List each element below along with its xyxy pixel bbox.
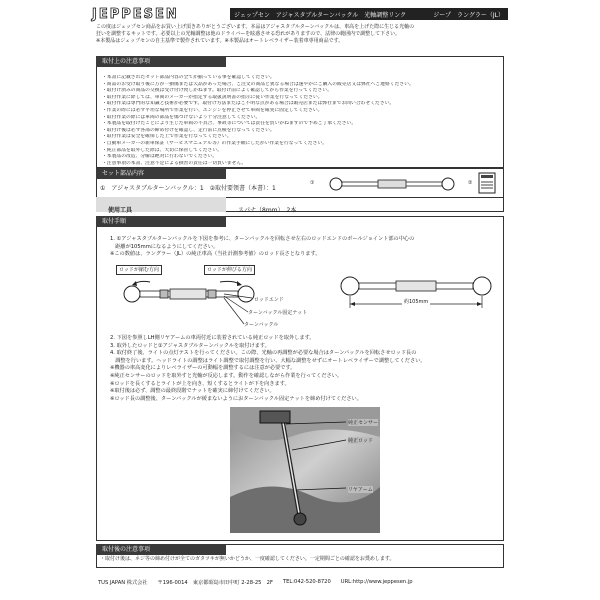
label-shrink-direction: ロッドが縮む方向 — [116, 265, 162, 275]
turnbuckle-dimension-diagram — [336, 272, 496, 322]
header-bar — [230, 8, 508, 20]
step-line: ※機器の車高変化によりレベライザーの可動幅を調整するには注意が必要です。 — [110, 365, 296, 372]
intro-line: 狂いを調整するキットです。必要以上の光軸調整は他のドライバーを眩惑させる恐れがありますので、法律の範囲内で調整して下さい。 — [96, 31, 401, 37]
brand-logo: JEPPESEN — [92, 6, 179, 22]
company-address: 〒196-0014 東京都昭島市田中町 2-28-25 2F — [157, 580, 273, 586]
after-title: 取付後の注意事項 — [96, 544, 226, 555]
label-rear-arm: リヤアーム — [348, 487, 373, 493]
step-line: ※取付後は必ず、調整の最終段階でナットを確実に締付けてください。 — [110, 388, 275, 395]
step-line: 調整を行います。ヘッドライトの調整はライト調整で取付調整を行い、大幅な調整をせずにオートレベライザーで調整してください。 — [110, 357, 426, 364]
tools-value: スパナ（8mm） 2本 — [238, 207, 297, 214]
photo-leader-lines — [282, 420, 352, 500]
step-line: 3. 取外したロッドと①アジャスタブルターンバックルを取付けます。 — [110, 342, 270, 349]
step-line: 1. ①アジャスタブルターンバックルを下図を参考に、ターンバックルを回転させ左右のロッドエンドのボールジョイント部の中心の — [110, 236, 415, 242]
note-item: ・取付作業に際しては、車両のメーカーが指定する取扱説明書の指示に従い作業を行なってください。 — [102, 94, 323, 100]
header — [92, 6, 508, 22]
note-item: ・本書に記載されたセット部品内容の全てが揃っている事を確認してください。 — [102, 75, 275, 80]
note-item: ・取付作業の際には車両の部品を傷つけないよう十分注意してください。 — [102, 114, 261, 120]
note-item: ・作業の際には必ず平坦な場所で作業を行い、エンジンを停止させて車両を確実に固定してください。 — [102, 107, 323, 113]
turnbuckle-icon — [328, 176, 456, 192]
note-item: ・自動車メーカーの新車保証（サービスマニュアル等）の作業手順にしたがい作業を行なってください。 — [102, 140, 328, 146]
note-item: ・本製品の改造、分解は絶対に行わないでください。 — [102, 154, 218, 160]
step-line: 4. 取付終了後、ライトの点灯テストを行ってください。この際、光軸の再調整が必要な場合はターンバックルを回転させロッド長の — [110, 350, 417, 357]
note-item: ・商品のお受け取り後に万が一損傷または欠品があった場合、ご注文の商品と異なる場合は速やかにご購入の販売店又は弊社へご連絡ください。 — [102, 81, 414, 87]
vehicle-name: ジープ ラングラー（JL） — [433, 11, 504, 19]
steps-text — [110, 236, 500, 259]
tools-label: 使用工具 — [108, 207, 133, 214]
step-line: ※純正センサーのロッドを取外すと光軸が反応します。動作を確認しながら作業を行ってください。 — [110, 372, 343, 379]
footer — [98, 579, 504, 586]
note-item: ・注意事項の本書、注意不足による損害の責任は一切負いません。 — [102, 160, 247, 166]
intro-text — [96, 24, 506, 45]
step-line: 2. 下図を参照しLH側リヤアームの車両付近に装着されている純正ロッドを取外します。 — [110, 335, 315, 341]
product-name: ジェップセン アジャスタブルターンバックル 光軸調整リンク — [234, 11, 407, 19]
note-item: ・本製品を取付けたことにより生じた車両の不具合、事故等については責任を負いかねますので予めご了承ください。 — [102, 121, 357, 127]
instruction-sheet — [92, 0, 508, 600]
note-item: ・取付作業は安全を確保した上で作業を行なってください。 — [102, 134, 232, 140]
manual-icon — [478, 172, 496, 194]
label-stock-sensor: 純正センサー — [348, 420, 379, 426]
label-rod-end: ロッドエンド — [254, 297, 284, 303]
label-stock-rod: 純正ロッド — [348, 438, 373, 444]
intro-line: ※本製品はジェップセンの自主基準で製作されています。※本製品はオートレベライザー装着車専用商品です。 — [96, 38, 344, 44]
after-note: ・取付け後は、ネジ等の締め付けが全てのガタツキが無いかどうか、一度確認してください。一定期間ごとの確認をお奨めします。 — [100, 556, 395, 562]
company-url[interactable]: URL:http://www.jeppesen.jp — [340, 579, 413, 585]
label-turnbuckle: ターンバックル — [244, 322, 279, 328]
parts-list: ① アジャスタブルターンバックル：1 ②取付要領書（本書）：1 — [100, 185, 276, 192]
step-line: ※ロッド長の調整後、ターンバックルが緩まないようにおターンバックル固定ナットを締め付けてください。 — [110, 395, 362, 402]
step-line: ※この数値は、ラングラー（JL）の純正車高（当社計測参考値）のロッド長さとなります。 — [110, 251, 321, 258]
steps-title: 取付手順 — [96, 216, 226, 227]
step-line: 距離が105mmになるようにしてください。 — [110, 243, 219, 250]
intro-line: この度はジェップセン商品をお買い上げ頂きありがとうございます。本品はアジャスタブルターンバックルは、車高を上げた際に生じる光軸の — [96, 24, 415, 30]
notes-title: 取付上の注意事項 — [96, 56, 226, 67]
dimension-label: 約105mm — [404, 299, 429, 305]
part-number-2: ② — [468, 180, 473, 186]
company-name: TUS JAPAN 株式会社 — [98, 580, 148, 586]
label-extend-direction: ロッドが伸びる方向 — [204, 265, 255, 275]
part-number-1: ① — [310, 180, 315, 186]
note-item: ・取付け済みの商品の交換は受け付け致しかねます。取付け前によく確認してから作業を行ってください。 — [102, 88, 332, 94]
label-lock-nut: ターンバックル固定ナット — [248, 310, 308, 316]
note-item: ・純正部品を取外した際は、大切に保管してください。 — [102, 147, 222, 153]
note-item: ・取付け後は必ず各部の締め付けを確認し、走行前に点検を行なってください。 — [102, 127, 275, 133]
note-item: ・取付作業は専門的な知識と技術が必要です。取付け方法またはご不明な点がある場合は販売店または弊社までお問い合わせください。 — [102, 101, 395, 107]
steps-text-2 — [110, 335, 500, 403]
company-tel: TEL:042-520-8720 — [282, 579, 331, 585]
parts-title: セット部品内容 — [96, 168, 226, 179]
step-line: ※ロッドを長くするとライトが上を向き、短くするとライトが下を向きます。 — [110, 380, 290, 387]
notes-list — [102, 75, 500, 167]
